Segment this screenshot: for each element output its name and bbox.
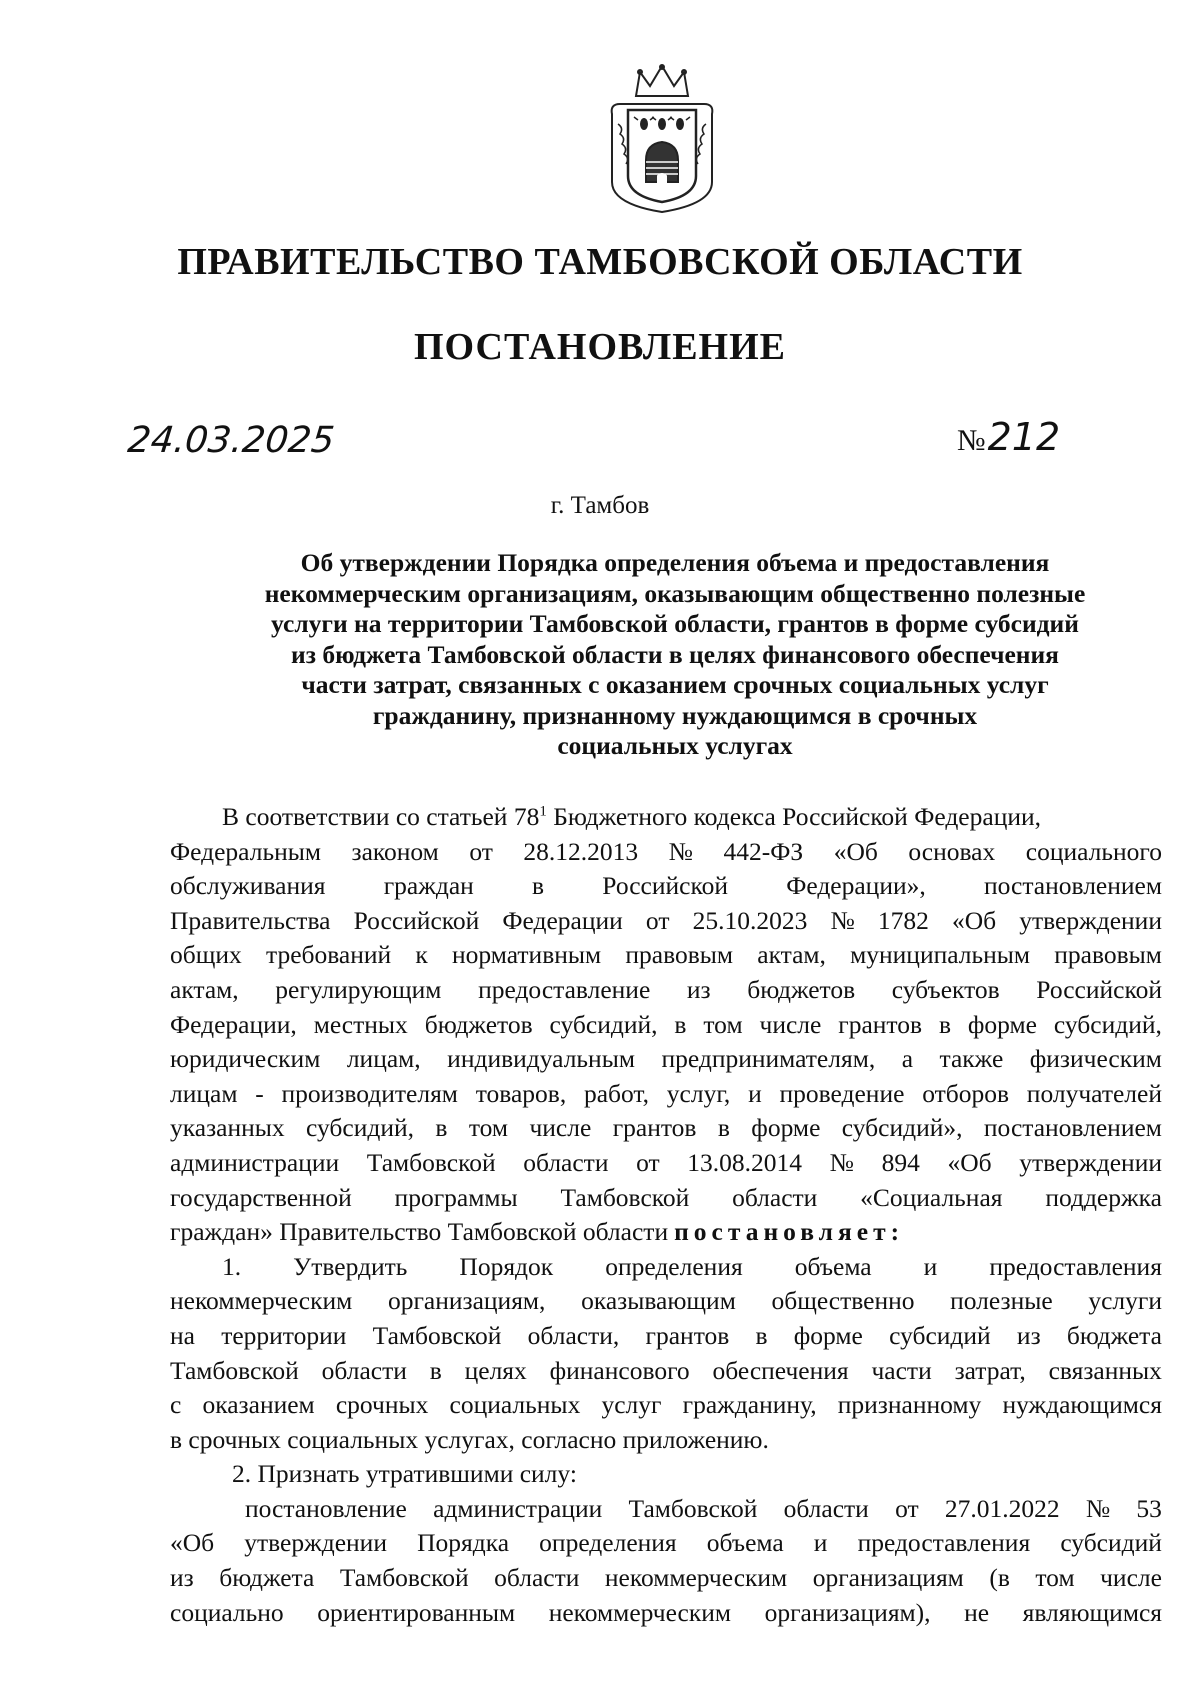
- body-word: в: [717, 1113, 730, 1143]
- body-word: в: [532, 871, 545, 901]
- body-line: [170, 1596, 1162, 1631]
- body-word: предоставления: [989, 1251, 1162, 1281]
- body-word: производителям: [281, 1078, 458, 1108]
- subject-line: части затрат, связанных с оказанием срочных социальных услуг: [301, 670, 1049, 699]
- body-word: индивидуальным: [447, 1044, 635, 1074]
- body-text: в срочных социальных услугах, согласно приложению.: [170, 1424, 769, 1454]
- body-word: 894: [881, 1147, 920, 1177]
- body-word: постановлением: [983, 871, 1162, 901]
- body-word: администрации: [433, 1493, 603, 1523]
- subject-line: некоммерческим организациям, оказывающим общественно полезные: [264, 578, 1086, 608]
- body-word: области,: [527, 1320, 620, 1350]
- body-word: в: [435, 1113, 448, 1143]
- body-line: [170, 1319, 1162, 1354]
- body-word: работ,: [583, 1078, 650, 1108]
- body-line: [170, 938, 1162, 973]
- body-word: бюджета: [219, 1563, 315, 1593]
- city: г. Тамбов: [550, 492, 650, 519]
- body-line: [170, 1250, 1162, 1285]
- body-word: Российской: [1036, 974, 1162, 1004]
- body-line: [170, 1492, 1162, 1527]
- body-word: бюджетов: [747, 974, 856, 1004]
- body-word: определения: [605, 1251, 743, 1281]
- body-word: и: [923, 1251, 938, 1281]
- body-line: [170, 800, 1162, 835]
- body-word: форме: [751, 1113, 821, 1143]
- body-word: являющимся: [1022, 1597, 1162, 1627]
- body-word: общественно: [771, 1286, 915, 1316]
- body-word: лицам: [170, 1078, 238, 1108]
- body-word: предпринимателям,: [661, 1044, 876, 1074]
- subject-line: из бюджета Тамбовской области в целях финансового обеспечения: [291, 639, 1059, 669]
- body-text: граждан» Правительство Тамбовской области: [170, 1217, 669, 1247]
- body-word: социального: [1025, 836, 1162, 866]
- body-word: не: [964, 1597, 990, 1627]
- body-word: субсидий: [889, 1320, 991, 1350]
- document-date: 24.03.2025: [125, 420, 337, 461]
- body-word: «Об: [170, 1528, 215, 1558]
- body-word: актам,: [757, 940, 826, 970]
- body-word: Правительства: [170, 905, 331, 935]
- body-word: субсидий»,: [841, 1113, 963, 1143]
- body-word: утверждении: [244, 1528, 387, 1558]
- body-line: [170, 1354, 1162, 1389]
- body-word: основах: [908, 836, 996, 866]
- body-word: области: [732, 1182, 818, 1212]
- body-word: на: [170, 1320, 195, 1350]
- body-word: из: [686, 974, 711, 1004]
- body-line: [170, 1423, 1162, 1458]
- body-word: (в: [989, 1563, 1010, 1593]
- body-text-fragment: В соответствии со статьей 78: [222, 802, 540, 831]
- body-word: оказывающим: [581, 1286, 736, 1316]
- body-word: области: [494, 1563, 580, 1593]
- number-value: 212: [987, 415, 1061, 459]
- body-word: социальных: [449, 1390, 581, 1420]
- body-line: [170, 1215, 1162, 1250]
- body-word: также: [939, 1044, 1004, 1074]
- body-word: проведение: [779, 1078, 905, 1108]
- body-word: правовым: [1054, 940, 1162, 970]
- body-word: некоммерческим: [604, 1563, 788, 1593]
- body-word: муниципальным: [850, 940, 1031, 970]
- body-word: обеспечения: [712, 1355, 849, 1385]
- body-word: области: [321, 1355, 407, 1385]
- body-word: №: [830, 905, 855, 935]
- superscript: 1: [539, 803, 547, 820]
- body-word: №: [1085, 1493, 1111, 1523]
- body-word: том: [1035, 1563, 1075, 1593]
- body-word: Российской: [602, 871, 728, 901]
- body-word: государственной: [170, 1182, 352, 1212]
- body-word: Тамбовской: [628, 1493, 758, 1523]
- body-line: [170, 1457, 1162, 1492]
- body-line: [170, 904, 1162, 939]
- body-text: [222, 800, 1041, 835]
- body-text: 2. Признать утратившими силу:: [232, 1459, 577, 1489]
- body-word: Утвердить: [293, 1251, 408, 1281]
- body-word: в: [674, 1009, 687, 1039]
- body-word: ориентированным: [317, 1597, 516, 1627]
- body-word: -: [255, 1078, 264, 1108]
- body-word: субсидий,: [1053, 1009, 1162, 1039]
- body-word: числе: [529, 1113, 592, 1143]
- body-word: граждан: [383, 871, 474, 901]
- body-word: и: [748, 1078, 762, 1108]
- body-word: услуг,: [666, 1078, 731, 1108]
- body-word: затрат,: [954, 1355, 1026, 1385]
- body-word: от: [636, 1147, 660, 1177]
- subject-line: Об утверждении Порядка определения объема и предоставления: [300, 548, 1050, 577]
- body-word: Федерации»,: [786, 871, 926, 901]
- body-word: грантов: [612, 1113, 697, 1143]
- body-word: форме: [967, 1009, 1037, 1039]
- body-word: утверждении: [1019, 905, 1162, 935]
- body-line: [170, 835, 1162, 870]
- body-word: и: [813, 1528, 828, 1558]
- body-word: субсидий: [1060, 1528, 1162, 1558]
- body-word: из: [170, 1563, 194, 1593]
- body-word: обслуживания: [170, 871, 326, 901]
- body-word: Федеральным: [170, 836, 321, 866]
- body-word: лицам,: [346, 1044, 421, 1074]
- body-word: части: [871, 1355, 932, 1385]
- body-line: [170, 1042, 1162, 1077]
- body-word: в: [755, 1320, 768, 1350]
- body-word: грантов: [645, 1320, 730, 1350]
- body-word: субъектов: [891, 974, 1000, 1004]
- body-word: требований: [265, 940, 392, 970]
- body-word: от: [645, 905, 670, 935]
- body-line: [170, 1181, 1162, 1216]
- body-word: поддержка: [1045, 1182, 1162, 1212]
- body-line: [170, 869, 1162, 904]
- body-word: «Социальная: [860, 1182, 1003, 1212]
- body-word: числе: [759, 1009, 822, 1039]
- body-word: физическим: [1029, 1044, 1162, 1074]
- body-word: 25.10.2023: [692, 905, 808, 935]
- body-word: из: [1016, 1320, 1041, 1350]
- body-word: Порядок: [459, 1251, 554, 1281]
- body-word: финансового: [549, 1355, 690, 1385]
- body-word: Тамбовской: [339, 1563, 469, 1593]
- body-word: «Об: [833, 836, 878, 866]
- document-subject: [200, 548, 1150, 762]
- body-word: определения: [539, 1528, 677, 1558]
- body-word: №: [829, 1147, 855, 1177]
- body-word: постановлением: [983, 1113, 1162, 1143]
- body-word: программы: [394, 1182, 518, 1212]
- body-word: бюджетов: [424, 1009, 533, 1039]
- body-word: Порядка: [417, 1528, 510, 1558]
- body-word: Российской: [353, 905, 480, 935]
- body-line: [170, 973, 1162, 1008]
- body-word: Тамбовской: [170, 1355, 299, 1385]
- body-line: [170, 1284, 1162, 1319]
- body-word: полезные: [950, 1286, 1053, 1316]
- body-line: [170, 1526, 1162, 1561]
- body-word: а: [901, 1044, 914, 1074]
- body-word: в: [938, 1009, 951, 1039]
- body-word: объема: [794, 1251, 872, 1281]
- body-word: 442-ФЗ: [723, 836, 804, 866]
- body-word: оказанием: [202, 1390, 315, 1420]
- body-word: указанных: [170, 1113, 285, 1143]
- subject-line: услуги на территории Тамбовской области, грантов в форме субсидий: [271, 609, 1079, 638]
- body-word: объема: [706, 1528, 784, 1558]
- body-word: регулирующим: [275, 974, 442, 1004]
- body-word: области: [523, 1147, 609, 1177]
- body-line: [170, 1561, 1162, 1596]
- body-word: от: [469, 836, 493, 866]
- body-word: 27.01.2022: [944, 1493, 1060, 1523]
- body-line: [170, 1146, 1162, 1181]
- body-line: [170, 1008, 1162, 1043]
- body-word: №: [668, 836, 693, 866]
- body-word: предоставление: [478, 974, 651, 1004]
- body-word: утверждении: [1019, 1147, 1162, 1177]
- body-word: том: [468, 1113, 509, 1143]
- body-word: некоммерческим: [170, 1286, 353, 1316]
- body-word: субсидий,: [306, 1113, 415, 1143]
- body-word: организациям,: [387, 1286, 546, 1316]
- body-word: услуги: [1088, 1286, 1162, 1316]
- body-word: целях: [464, 1355, 527, 1385]
- body-word: грантов: [838, 1009, 923, 1039]
- body-word: юридическим: [170, 1044, 321, 1074]
- body-word: местных: [313, 1009, 408, 1039]
- government-title: ПРАВИТЕЛЬСТВО ТАМБОВСКОЙ ОБЛАСТИ: [177, 241, 1023, 283]
- body-word: получателей: [1026, 1078, 1162, 1108]
- body-word: срочных: [335, 1390, 429, 1420]
- body-word: 1782: [877, 905, 929, 935]
- body-word: субсидий,: [549, 1009, 658, 1039]
- body-word: к: [415, 940, 428, 970]
- body-word: 13.08.2014: [687, 1147, 803, 1177]
- body-word: социально: [170, 1597, 284, 1627]
- body-word: организациям),: [764, 1597, 931, 1627]
- body-word: признанному: [837, 1390, 982, 1420]
- document-body: [170, 800, 1162, 1630]
- body-word: в: [429, 1355, 442, 1385]
- document-kind: ПОСТАНОВЛЕНИЕ: [413, 326, 787, 368]
- body-word: Тамбовской: [560, 1182, 690, 1212]
- body-word: бюджета: [1066, 1320, 1162, 1350]
- body-word: правовым: [625, 940, 734, 970]
- document-number: [957, 415, 1060, 459]
- body-word: форме: [793, 1320, 863, 1350]
- body-word: Федерации,: [170, 1009, 297, 1039]
- number-sign: №: [957, 424, 986, 457]
- body-word: «Об: [952, 905, 997, 935]
- resolution-keyword: постановляет:: [674, 1217, 905, 1247]
- body-text-fragment: Бюджетного кодекса Российской Федерации,: [553, 802, 1042, 831]
- body-word: нормативным: [452, 940, 602, 970]
- body-word: числе: [1100, 1563, 1162, 1593]
- body-word: Тамбовской: [372, 1320, 502, 1350]
- body-word: товаров,: [475, 1078, 567, 1108]
- body-word: от: [895, 1493, 919, 1523]
- body-word: постановление: [245, 1493, 407, 1523]
- body-word: актам,: [170, 974, 239, 1004]
- body-word: общих: [170, 940, 242, 970]
- body-word: Федерации: [502, 905, 623, 935]
- body-word: территории: [221, 1320, 347, 1350]
- tambov-coat-of-arms-icon: [606, 64, 718, 214]
- body-word: области: [783, 1493, 869, 1523]
- subject-line: социальных услугах: [557, 731, 793, 760]
- body-word: «Об: [947, 1147, 992, 1177]
- body-line: [170, 1077, 1162, 1112]
- body-word: том: [703, 1009, 743, 1039]
- body-word: отборов: [922, 1078, 1010, 1108]
- body-word: 1.: [222, 1251, 242, 1281]
- body-word: организациям: [812, 1563, 964, 1593]
- body-word: связанных: [1048, 1355, 1162, 1385]
- body-word: гражданину,: [682, 1390, 817, 1420]
- body-word: Тамбовской: [366, 1147, 496, 1177]
- body-line: [170, 1111, 1162, 1146]
- body-word: предоставления: [857, 1528, 1031, 1558]
- subject-line: гражданину, признанному нуждающимся в срочных: [372, 700, 978, 730]
- body-word: 53: [1136, 1493, 1162, 1523]
- body-word: с: [170, 1390, 182, 1420]
- body-word: услуг: [601, 1390, 662, 1420]
- body-word: нуждающимся: [1002, 1390, 1162, 1420]
- body-word: 28.12.2013: [523, 836, 639, 866]
- body-word: законом: [351, 836, 439, 866]
- body-word: некоммерческим: [548, 1597, 732, 1627]
- body-word: администрации: [170, 1147, 340, 1177]
- body-line: [170, 1388, 1162, 1423]
